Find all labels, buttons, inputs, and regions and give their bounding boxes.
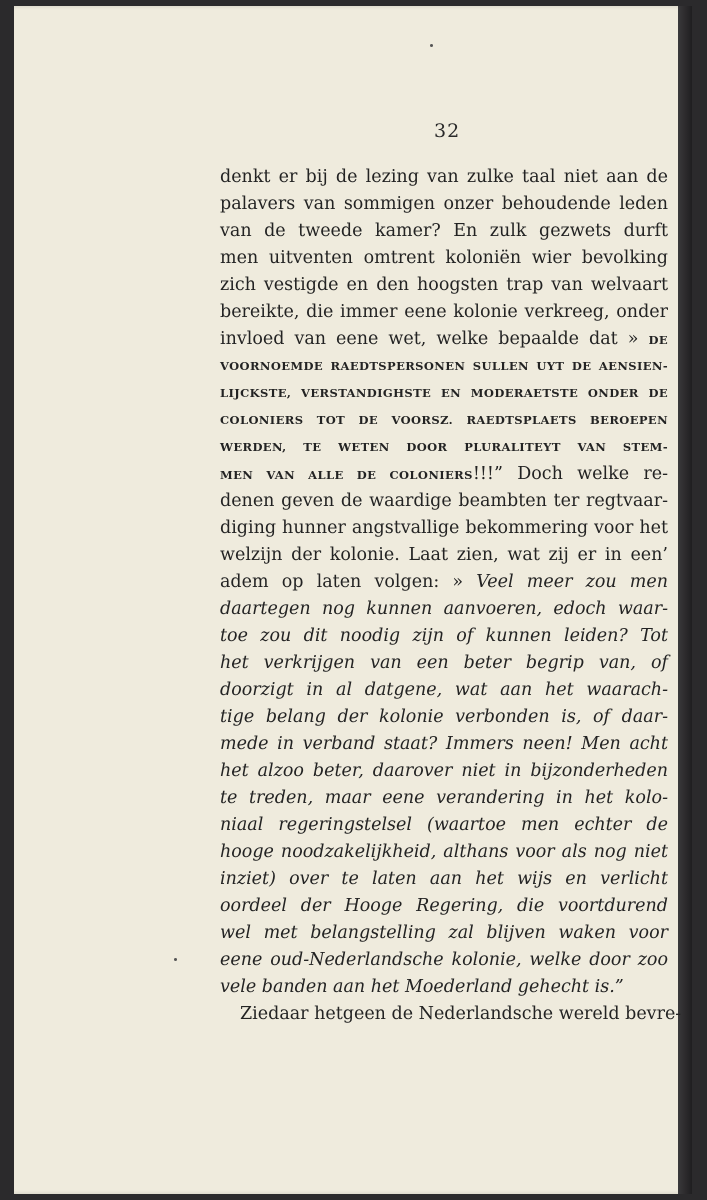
body-text bbox=[220, 164, 682, 1028]
text-line bbox=[220, 326, 668, 353]
text-line bbox=[220, 569, 668, 596]
text-line: welzijn der kolonie. Laat zien, wat zij er in een’ bbox=[220, 545, 668, 565]
italic-quote-line: vele banden aan het Moederland gehecht is.” bbox=[220, 977, 624, 997]
text-line: denkt er bij de lezing van zulke taal niet aan de bbox=[220, 167, 668, 187]
italic-quote-line: het verkrijgen van een beter begrip van, of bbox=[220, 653, 668, 673]
italic-quote-line: toe zou dit noodig zijn of kunnen leiden? Tot bbox=[220, 626, 668, 646]
smallcaps-quote-line: WERDEN, TE WETEN DOOR PLURALITEYT VAN STEM- bbox=[220, 440, 668, 454]
text-line-part: adem op laten volgen: » bbox=[220, 572, 477, 592]
text-line: van de tweede kamer? En zulk gezwets durft bbox=[220, 221, 668, 241]
italic-quote-line: daartegen nog kunnen aanvoeren, edoch waar- bbox=[220, 599, 668, 619]
text-line: bereikte, die immer eene kolonie verkreeg, onder bbox=[220, 302, 668, 322]
text-line: men uitventen omtrent koloniën wier bevolking bbox=[220, 248, 668, 268]
paper-speck bbox=[430, 44, 433, 47]
paper-speck bbox=[174, 958, 177, 961]
italic-quote-line: doorzigt in al datgene, wat aan het waarach- bbox=[220, 680, 668, 700]
italic-quote-line: inziet) over te laten aan het wijs en verlicht bbox=[220, 869, 668, 889]
italic-quote-line: niaal regeringstelsel (waartoe men echter de bbox=[220, 815, 668, 835]
text-line: denen geven de waardige beambten ter regtvaar- bbox=[220, 491, 668, 511]
text-line bbox=[220, 461, 668, 488]
text-line: diging hunner angstvallige bekommering voor het bbox=[220, 518, 668, 538]
smallcaps-quote-line: LIJCKSTE, VERSTANDIGHSTE EN MODERAETSTE ONDER DE bbox=[220, 386, 668, 400]
italic-quote-line: wel met belangstelling zal blijven waken voor bbox=[220, 923, 668, 943]
smallcaps-quote-line: VOORNOEMDE RAEDTSPERSONEN SULLEN UYT DE AENSIEN- bbox=[220, 359, 668, 373]
italic-quote-line: eene oud-Nederlandsche kolonie, welke door zoo bbox=[220, 950, 668, 970]
italic-quote-line: mede in verband staat? Immers neen! Men acht bbox=[220, 734, 668, 754]
italic-quote-line: te treden, maar eene verandering in het kolo- bbox=[220, 788, 668, 808]
text-line: zich vestigde en den hoogsten trap van welvaart bbox=[220, 275, 668, 295]
book-page bbox=[14, 6, 692, 1194]
page-number: 32 bbox=[434, 120, 461, 142]
smallcaps-quote-start: DE bbox=[648, 333, 668, 347]
italic-quote-start: Veel meer zou men bbox=[476, 572, 669, 592]
text-line-part: !!!” Doch welke re- bbox=[472, 464, 668, 484]
italic-quote-line: oordeel der Hooge Regering, die voortdurend bbox=[220, 896, 668, 916]
text-line-part: invloed van eene wet, welke bepaalde dat » bbox=[220, 329, 649, 349]
italic-quote-line: hooge noodzakelijkheid, althans voor als nog niet bbox=[220, 842, 668, 862]
text-line: palavers van sommigen onzer behoudende leden bbox=[220, 194, 668, 214]
smallcaps-quote-end: MEN VAN ALLE DE COLONIERS bbox=[220, 468, 473, 482]
text-line: Ziedaar hetgeen de Nederlandsche wereld bevre- bbox=[240, 1004, 682, 1024]
smallcaps-quote-line: COLONIERS TOT DE VOORSZ. RAEDTSPLAETS BEROEPEN bbox=[220, 413, 668, 427]
italic-quote-line: het alzoo beter, daarover niet in bijzonderheden bbox=[220, 761, 668, 781]
italic-quote-line: tige belang der kolonie verbonden is, of daar- bbox=[220, 707, 668, 727]
